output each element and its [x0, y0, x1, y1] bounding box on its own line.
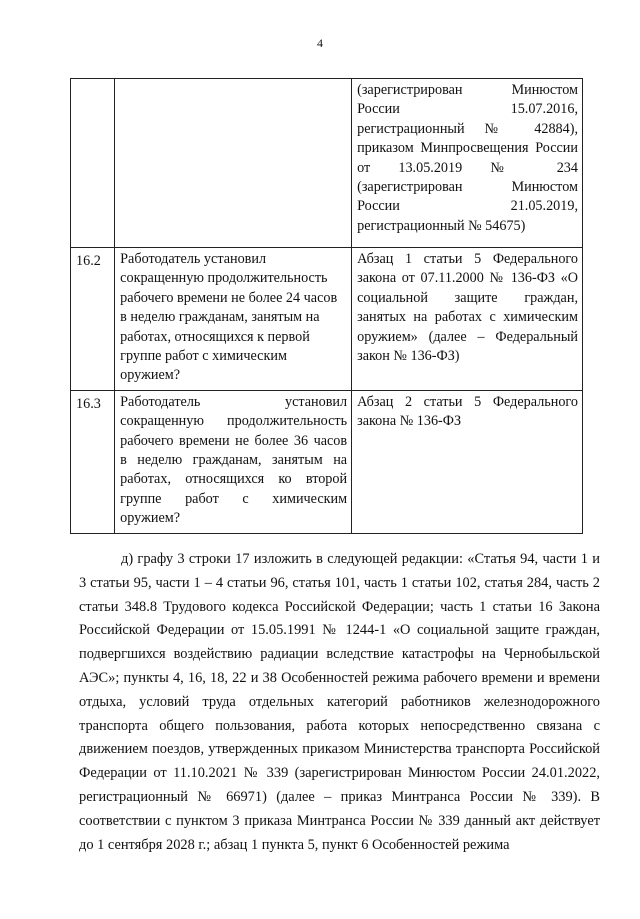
requirement-cell: Работодатель установил сокращенную продолжительность рабочего времени не более 36 часов в неделю гражданам, занятым на работах, относящихся ко второй группе работ с химическим оружием?: [115, 390, 352, 533]
requirements-table: [70, 78, 583, 534]
requirement-cell: [115, 79, 352, 248]
row-number-cell: 16.2: [71, 248, 115, 391]
row-number-cell: [71, 79, 115, 248]
row-number-cell: 16.3: [71, 390, 115, 533]
page-number: 4: [317, 36, 323, 50]
requirement-cell: Работодатель установил сокращенную продолжительность рабочего времени не более 24 часов в неделю гражданам, занятым на работах, относящихся к первой группе работ с химическим оружием?: [115, 248, 352, 391]
table-row: [71, 79, 583, 248]
reference-cell: Абзац 1 статьи 5 Федерального закона от 07.11.2000 № 136-ФЗ «О социальной защите граждан, занятых на работах с химическим оружием» (далее – Федеральный закон № 136-ФЗ): [352, 248, 583, 391]
reference-cell: (зарегистрирован Минюстом России 15.07.2016, регистрационный № 42884), приказом Минпросвещения России от 13.05.2019 № 234 (зарегистрирован Минюстом России 21.05.2019, регистрационный № 54675): [352, 79, 583, 248]
amendment-paragraph: д) графу 3 строки 17 изложить в следующей редакции: «Статья 94, части 1 и 3 статьи 95, части 1 – 4 статьи 96, статья 101, часть 1 статьи 102, статья 284, часть 2 статьи 348.8 Трудового кодекса Российской Федерации; часть 1 статьи 16 Закона Российской Федерации от 15.05.1991 № 1244-1 «О социальной защите граждан, подвергшихся воздействию радиации вследствие катастрофы на Чернобыльской АЭС»; пункты 4, 16, 18, 22 и 38 Особенностей режима рабочего времени и времени отдыха, условий труда отдельных категорий работников железнодорожного транспорта общего пользования, работа которых непосредственно связана с движением поездов, утвержденных приказом Министерства транспорта Российской Федерации от 11.10.2021 № 339 (зарегистрирован Минюстом России 24.01.2022, регистрационный № 66971) (далее – приказ Минтранса России № 339). В соответствии с пунктом 3 приказа Минтранса России № 339 данный акт действует до 1 сентября 2028 г.; абзац 1 пункта 5, пункт 6 Особенностей режима: [79, 551, 600, 853]
reference-cell: Абзац 2 статьи 5 Федерального закона № 136-ФЗ: [352, 390, 583, 533]
table-row: [71, 390, 583, 533]
table-row: [71, 248, 583, 391]
